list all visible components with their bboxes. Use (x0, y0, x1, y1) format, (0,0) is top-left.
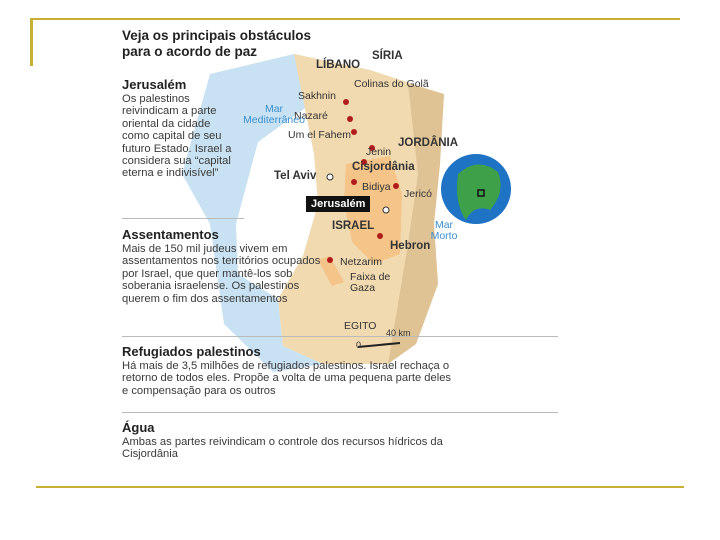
heading-settlements: Assentamentos (122, 227, 219, 242)
label-cisjordania: Cisjordânia (352, 161, 415, 173)
label-faixa-gaza: Faixa de Gaza (350, 271, 391, 294)
marker-nazare (347, 116, 353, 122)
text-water: Ambas as partes reivindicam o controle dos recursos hídricos da Cisjordânia (122, 436, 443, 461)
marker-netzarim (327, 257, 333, 263)
label-netzarim: Netzarim (340, 256, 383, 268)
label-siria: SÍRIA (372, 50, 403, 62)
label-telaviv: Tel Aviv (274, 170, 317, 182)
label-israel: ISRAEL (332, 220, 375, 232)
label-umelfahem: Um el Fahem (288, 129, 352, 141)
label-jerusalem: Jerusalém (306, 196, 370, 212)
frame-line-bottom (36, 486, 684, 488)
heading-refugees: Refugiados palestinos (122, 344, 261, 359)
label-jordania: JORDÂNIA (398, 137, 459, 149)
marker-sakhnin (343, 99, 349, 105)
divider (122, 336, 558, 337)
label-bidiya: Bidiya (362, 181, 391, 193)
marker-telaviv (327, 174, 333, 180)
scale-zero: 0 (356, 340, 362, 350)
label-mediterraneo: Mar Mediterrâneo (243, 103, 305, 126)
marker-bidiya (351, 179, 357, 185)
marker-umelfahem (351, 129, 357, 135)
label-golan: Colinas do Golã (354, 78, 429, 90)
label-jenin: Jenin (366, 146, 392, 158)
scale-km: 40 km (386, 328, 411, 338)
label-egito: EGITO (344, 320, 377, 332)
label-hebron: Hebron (390, 240, 431, 252)
label-sakhnin: Sakhnin (298, 90, 336, 102)
text-refugees: Há mais de 3,5 milhões de refugiados palestinos. Israel rechaça o retorno de todos eles. Propõe a volta de uma pequena parte deles e compensação para os outros (122, 360, 452, 397)
label-mar-morto: Mar Morto (430, 219, 458, 242)
marker-jerusalem (383, 207, 389, 213)
divider (122, 412, 558, 413)
label-libano: LÍBANO (316, 59, 361, 71)
frame-line-left (30, 18, 33, 66)
frame-line-top (32, 18, 680, 20)
divider (122, 218, 244, 219)
page-title: Veja os principais obstáculos para o acordo de paz (122, 28, 312, 59)
heading-jerusalem: Jerusalém (122, 77, 187, 92)
text-jerusalem: Os palestinos reivindicam a parte oriental da cidade como capital de seu futuro Estado. Israel a considera sua “capital eterna e indivisível” (122, 93, 232, 180)
marker-jerico (393, 183, 399, 189)
label-nazare: Nazaré (294, 110, 328, 122)
heading-water: Água (122, 420, 155, 435)
marker-hebron (377, 233, 383, 239)
infographic-panel (118, 24, 558, 468)
text-settlements: Mais de 150 mil judeus vivem em assentamentos nos territórios ocupados por Israel, que quer mantê-los sob soberania israelense. Os palestinos querem o fim dos assentamentos (122, 243, 321, 305)
label-jerico: Jericó (404, 188, 433, 200)
